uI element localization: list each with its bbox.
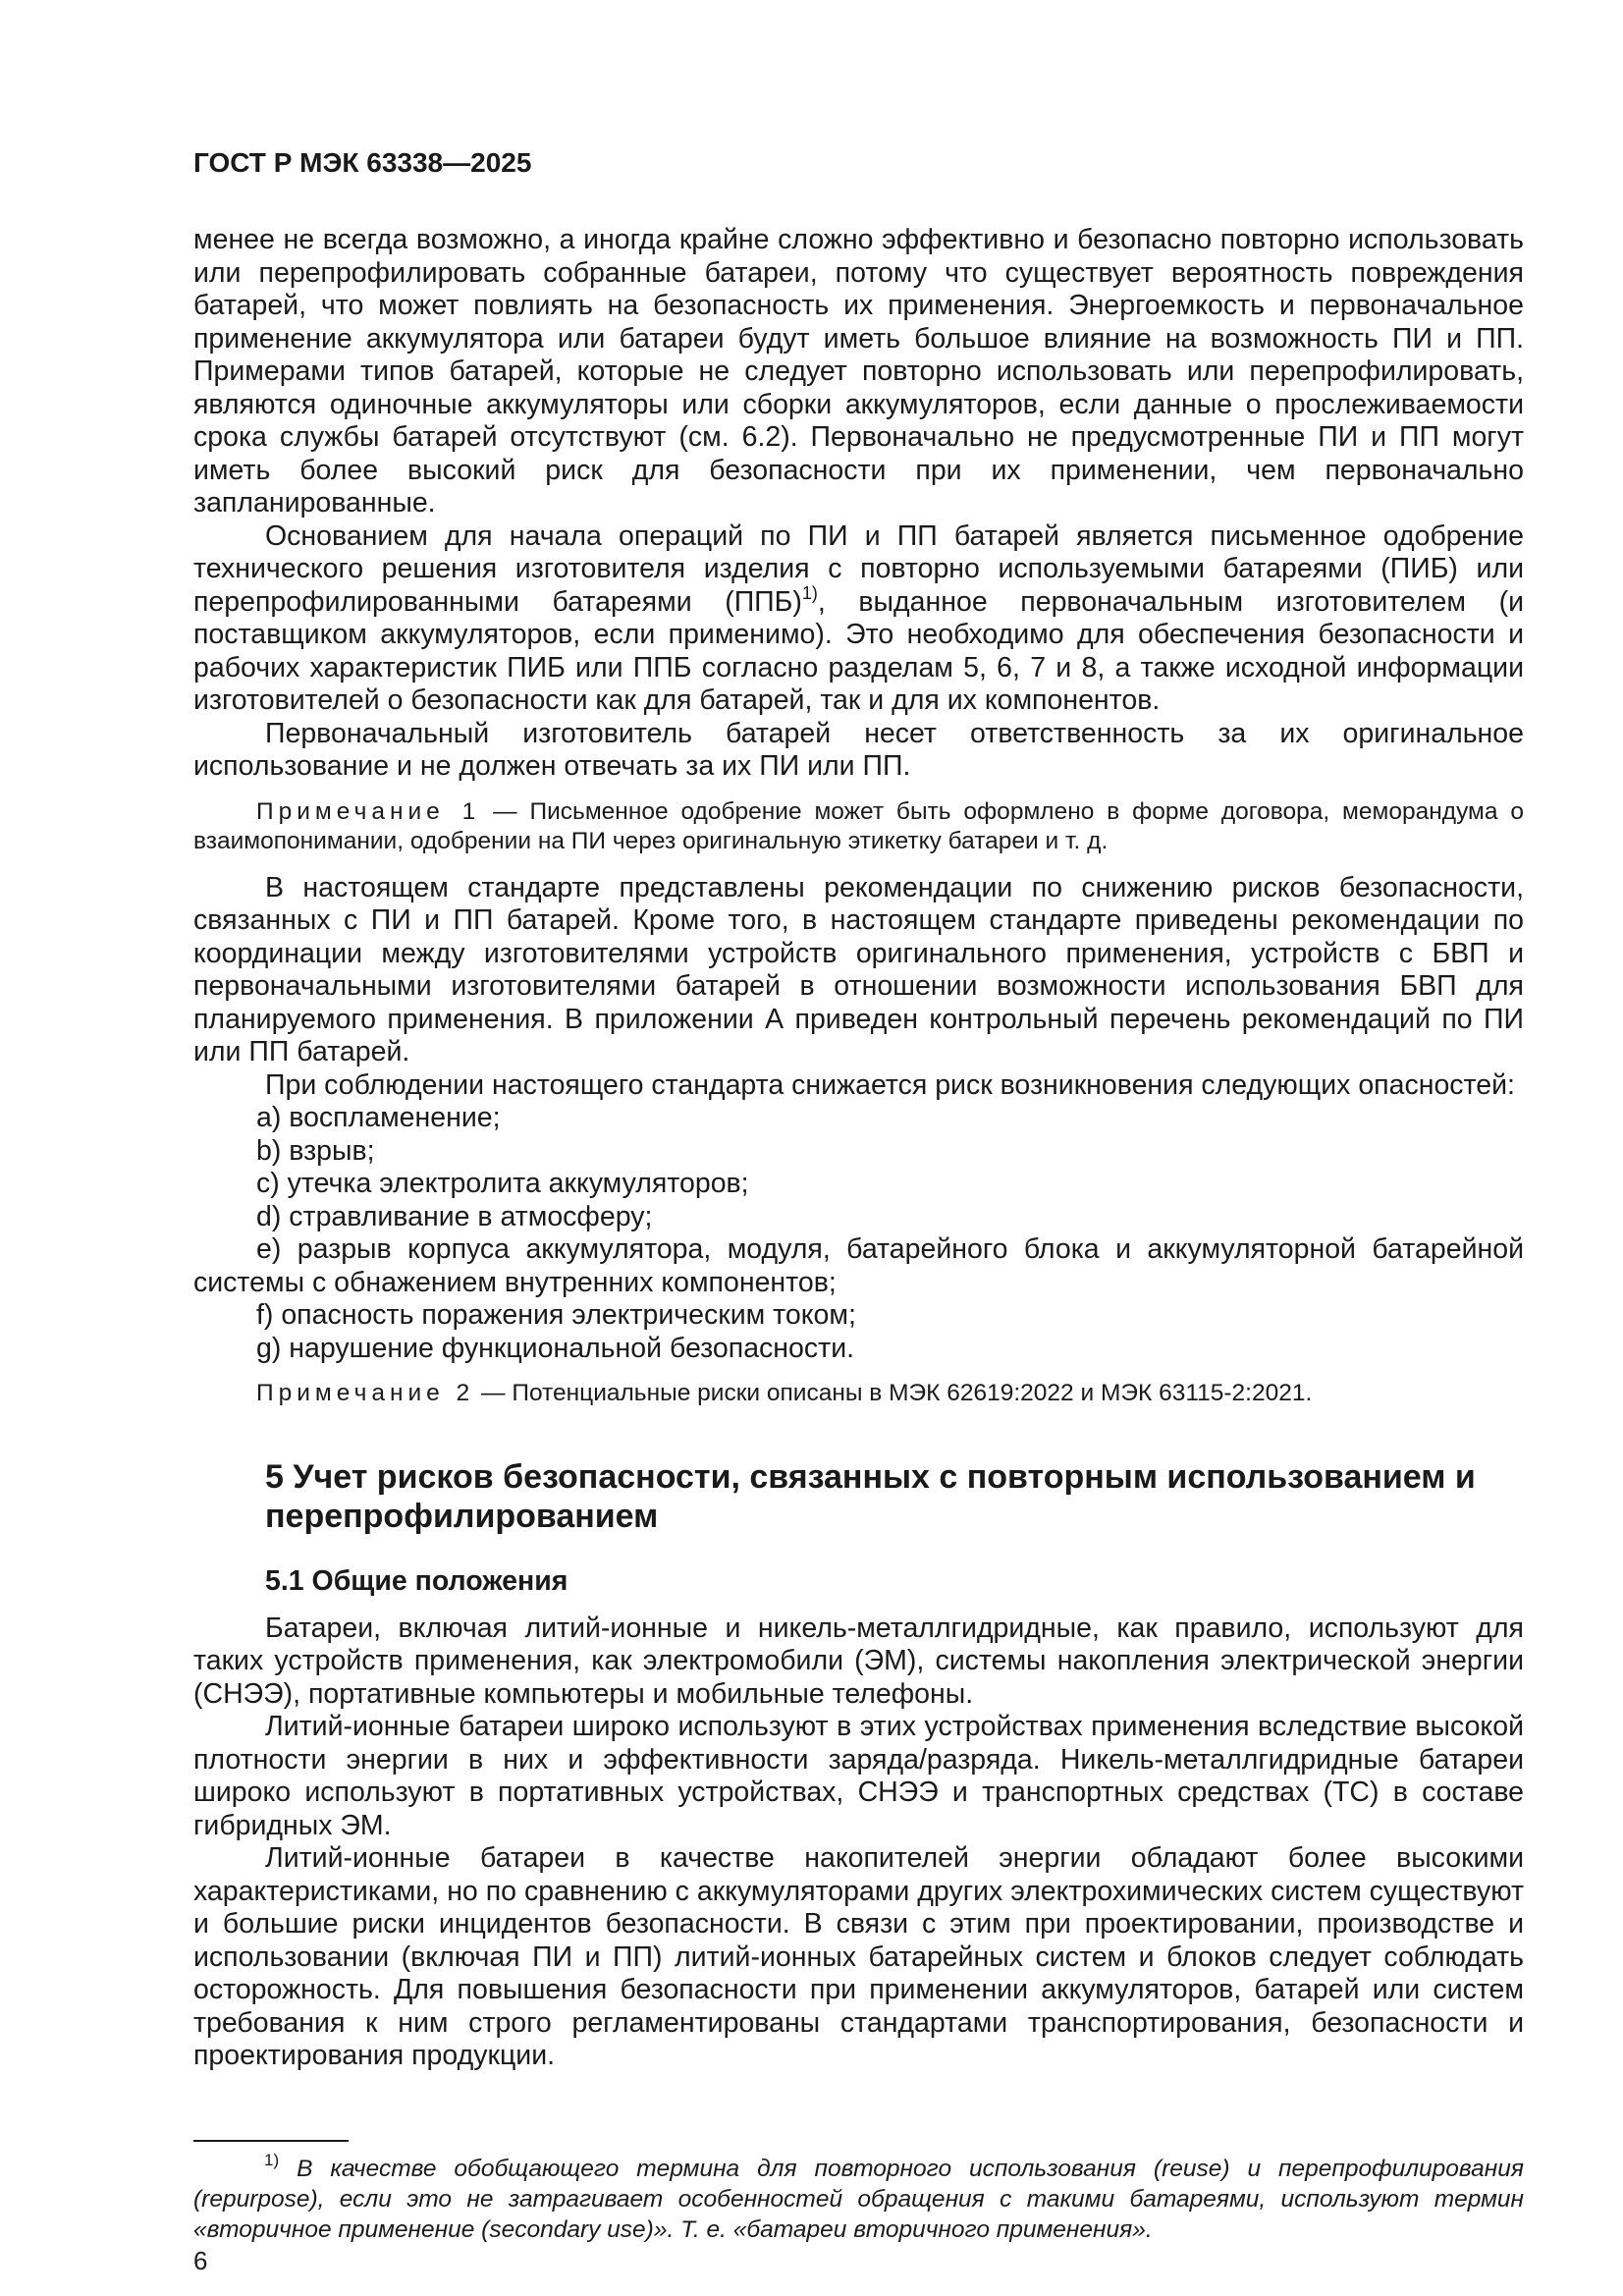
page-number: 6 <box>193 2246 208 2275</box>
note-label: Примечание 2 <box>256 1380 475 1406</box>
paragraph: менее не всегда возможно, а иногда крайне сложно эффективно и безопасно повторно использовать или перепрофилировать собранные батареи, потому что существует вероятность повреждения батарей, что может повлиять на безопасность их применения. Энергоемкость и первоначальное применение аккумулятора или батареи будут иметь большое влияние на возможность ПИ и ПП. Примерами типов батарей, которые не следует повторно использовать или перепрофилировать, являются одиночные аккумуляторы или сборки аккумуляторов, если данные о прослеживаемости срока службы батарей отсутствуют (см. 6.2). Первоначально не предусмотренные ПИ и ПП могут иметь более высокий риск для безопасности при их применении, чем первоначально запланированные. <box>193 224 1524 519</box>
list-item: c) утечка электролита аккумуляторов; <box>256 1168 749 1199</box>
main-text <box>193 224 1524 2073</box>
paragraph: Первоначальный изготовитель батарей несет ответственность за их оригинальное использование и не должен отвечать за их ПИ или ПП. <box>193 717 1524 782</box>
footnote-divider <box>193 2140 349 2142</box>
note-text: — Письменное одобрение может быть оформлено в форме договора, меморандума о взаимопонимании, одобрении на ПИ через оригинальную этикетку батареи и т. д. <box>193 797 1524 854</box>
list-item: b) взрыв; <box>256 1134 375 1167</box>
paragraph: Литий-ионные батареи широко используют в этих устройствах применения вследствие высокой плотности энергии в них и эффективности заряда/разряда. Никель-металлгидридные батареи широко используют в портативных устройствах, СНЭЭ и транспортных средствах (ТС) в составе гибридных ЭМ. <box>193 1711 1524 1841</box>
note-label: Примечание 1 <box>256 797 481 825</box>
paragraph-text: , выданное первоначальным изготовителем (и поставщиком аккумуляторов, если применимо). Это необходимо для обеспечения безопасности и рабочих характеристик ПИБ или ППБ согласно разделам 5, 6, 7 и 8, а также исходной информации изготовителей о безопасности как для батарей, так и для их компонентов. <box>193 585 1525 716</box>
paragraph-text: Основанием для начала операций по ПИ и ПП батарей является письменное одобрение технического решения изготовителя изделия с повторно используемыми батареями (ПИБ) или перепрофилированными батареями (ППБ) <box>193 519 1524 618</box>
paragraph: В настоящем стандарте представлены рекомендации по снижению рисков безопасности, связанных с ПИ и ПП батарей. Кроме того, в настоящем стандарте приведены рекомендации по координации между изготовителями устройств оригинального применения, устройств с БВП и первоначальными изготовителями батарей в отношении возможности использования БВП для планируемого применения. В приложении А приведен контрольный перечень рекомендаций по ПИ или ПП батарей. <box>193 871 1524 1067</box>
section-title: 5 Учет рисков безопасности, связанных с повторным использованием и перепрофилированием <box>265 1458 1476 1535</box>
paragraph: При соблюдении настоящего стандарта снижается риск возникновения следующих опасностей: <box>265 1068 1515 1101</box>
list-item: g) нарушение функциональной безопасности. <box>256 1332 855 1364</box>
document-header: ГОСТ Р МЭК 63338—2025 <box>193 147 532 178</box>
paragraph: Литий-ионные батареи в качестве накопителей энергии обладают более высокими характеристиками, но по сравнению с аккумуляторами других электрохимических систем существуют и большие риски инцидентов безопасности. В связи с этим при проектировании, производстве и использовании (включая ПИ и ПП) литий-ионных батарейных систем и блоков следует соблюдать осторожность. Для повышения безопасности при применении аккумуляторов, батарей или систем требования к ним строго регламентированы стандартами транспортирования, безопасности и проектирования продукции. <box>193 1842 1524 2071</box>
footnote <box>193 2151 1524 2245</box>
note <box>193 1379 1524 1408</box>
footnote-text: В качестве обобщающего термина для повторного использования (reuse) и перепрофилирования (repurpose), если это не затрагивает особенностей обращения с такими батареями, используют термин «вторичное применение (secondary use)». Т. е. «батареи вторичного применения». <box>193 2156 1524 2243</box>
list-item: а) воспламенение; <box>256 1102 501 1133</box>
note <box>193 797 1524 856</box>
paragraph: Батареи, включая литий-ионные и никель-металлгидридные, как правило, используют для таких устройств применения, как электромобили (ЭМ), системы накопления электрической энергии (СНЭЭ), портативные компьютеры и мобильные телефоны. <box>193 1612 1524 1710</box>
footnote-reference[interactable]: 1) <box>801 582 818 603</box>
footnote-marker: 1) <box>264 2151 280 2169</box>
paragraph <box>193 520 1524 718</box>
list-item: f) опасность поражения электрическим током; <box>256 1299 856 1331</box>
list-item: e) разрыв корпуса аккумулятора, модуля, батарейного блока и аккумуляторной батарейной системы с обнажением внутренних компонентов; <box>193 1233 1524 1298</box>
list-item: d) стравливание в атмосферу; <box>256 1200 653 1232</box>
subsection-title: 5.1 Общие положения <box>265 1565 568 1597</box>
note-text: — Потенциальные риски описаны в МЭК 62619:2022 и МЭК 63115-2:2021. <box>474 1380 1313 1406</box>
